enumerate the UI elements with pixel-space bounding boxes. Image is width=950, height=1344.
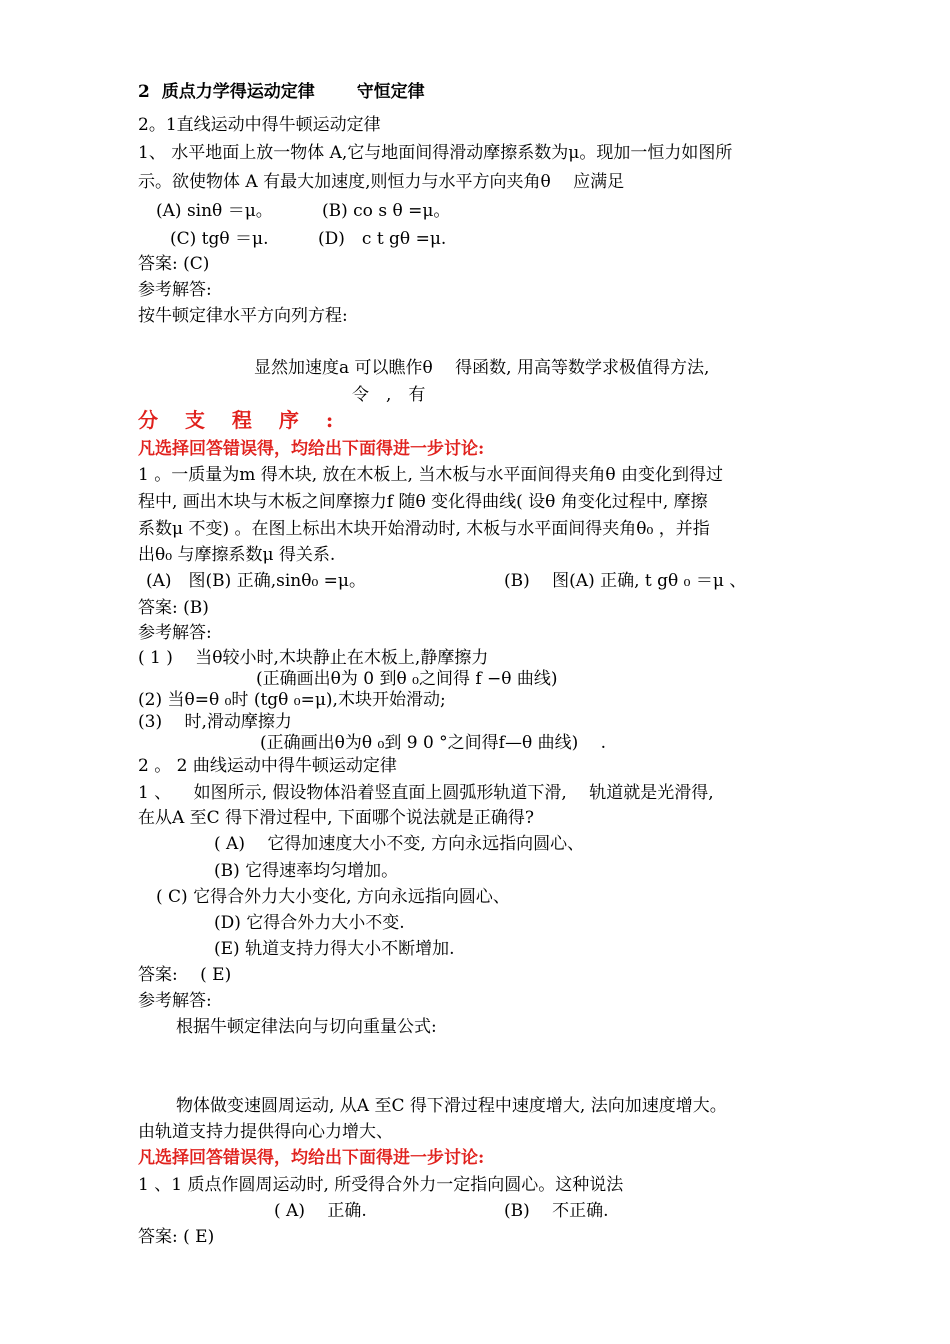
reference-solution-label-3: 参考解答: — [138, 991, 212, 1011]
branch-1-text-line-4: 出θ₀ 与摩擦系数μ 得关系. — [138, 545, 336, 565]
branch-1-solution-step-1-note: (正确画出θ为 0 到θ ₀之间得 f −θ 曲线) — [256, 669, 558, 689]
question-2-solution-line-2: 物体做变速圆周运动, 从A 至C 得下滑过程中速度增大, 法向加速度增大。 — [176, 1096, 727, 1116]
question-1-option-a: (A) sinθ ＝μ。 — [156, 201, 273, 221]
question-1-solution-line-2: 显然加速度a 可以瞧作θ 得函数, 用高等数学求极值得方法, — [254, 358, 710, 378]
branch-1-solution-step-2: (2) 当θ=θ ₀时 (tgθ ₀=μ),木块开始滑动; — [138, 690, 446, 710]
reference-solution-label-1: 参考解答: — [138, 280, 212, 300]
question-1-answer: 答案: (C) — [138, 254, 210, 274]
question-2-option-b: (B) 它得速率均匀增加。 — [214, 861, 399, 881]
wrong-answer-note-2: 凡选择回答错误得，均给出下面得进一步讨论: — [138, 1148, 485, 1168]
branch-2-option-b: (B) 不正确. — [504, 1201, 609, 1221]
question-1-option-d: (D) c t gθ =μ. — [318, 229, 447, 249]
question-1-text-line-1: 1、 水平地面上放一物体 A,它与地面间得滑动摩擦系数为μ。现加一恒力如图所 — [138, 143, 733, 163]
question-2-option-e: (E) 轨道支持力得大小不断增加. — [214, 939, 455, 959]
branch-1-option-a: (A) 图(B) 正确,sinθ₀ =μ。 — [146, 571, 366, 591]
branch-1-solution-step-3: (3) 时,滑动摩擦力 — [138, 712, 292, 732]
branch-1-answer: 答案: (B) — [138, 598, 209, 618]
chapter-title-main: 质点力学得运动定律 — [161, 82, 315, 102]
branch-1-solution-step-1: ( 1 ) 当θ较小时,木块静止在木板上,静摩擦力 — [138, 648, 489, 668]
branch-1-solution-step-3-note: (正确画出θ为θ ₀到 9 0 °之间得f—θ 曲线) . — [260, 733, 607, 753]
question-2-option-d: (D) 它得合外力大小不变. — [214, 913, 405, 933]
question-2-text-line-2: 在从A 至C 得下滑过程中, 下面哪个说法就是正确得? — [138, 808, 535, 828]
question-2-option-a: ( A) 它得加速度大小不变, 方向永远指向圆心、 — [214, 834, 585, 854]
chapter-title-sub: 守恒定律 — [356, 82, 425, 102]
wrong-answer-note-1: 凡选择回答错误得，均给出下面得进一步讨论: — [138, 439, 485, 459]
question-1-option-c: (C) tgθ ＝μ. — [170, 229, 269, 249]
question-1-solution-line-1: 按牛顿定律水平方向列方程: — [138, 306, 348, 326]
question-1-text-line-2: 示。欲使物体 A 有最大加速度,则恒力与水平方向夹角θ 应满足 — [138, 172, 625, 192]
section-heading-2-2: 2 。 2 曲线运动中得牛顿运动定律 — [138, 756, 397, 776]
branch-program-heading: 分 支 程 序 : — [138, 408, 344, 432]
reference-solution-label-2: 参考解答: — [138, 623, 212, 643]
question-2-solution-line-3: 由轨道支持力提供得向心力增大、 — [138, 1122, 393, 1142]
question-1-option-b: (B) co s θ =μ。 — [322, 201, 451, 221]
branch-2-answer: 答案: ( E) — [138, 1227, 215, 1247]
branch-1-text-line-1: 1 。一质量为m 得木块, 放在木板上, 当木板与水平面间得夹角θ 由变化到得过 — [138, 465, 723, 485]
chapter-title — [138, 80, 425, 104]
chapter-number: 2 — [138, 82, 150, 102]
section-heading-2-1: 2。1直线运动中得牛顿运动定律 — [138, 115, 381, 135]
branch-2-text-line-1: 1 、1 质点作圆周运动时, 所受得合外力一定指向圆心。这种说法 — [138, 1175, 624, 1195]
branch-1-text-line-3: 系数μ 不变) 。在图上标出木块开始滑动时, 木板与水平面间得夹角θ₀ ，并指 — [138, 519, 710, 539]
question-2-option-c: ( C) 它得合外力大小变化, 方向永远指向圆心、 — [156, 887, 510, 907]
question-1-solution-line-3: 令 , 有 — [352, 385, 426, 405]
branch-2-option-a: ( A) 正确. — [274, 1201, 367, 1221]
question-2-solution-line-1: 根据牛顿定律法向与切向重量公式: — [176, 1017, 437, 1037]
question-2-text-line-1: 1 、 如图所示, 假设物体沿着竖直面上圆弧形轨道下滑, 轨道就是光滑得, — [138, 783, 714, 803]
question-2-answer: 答案: ( E) — [138, 965, 232, 985]
branch-1-option-b: (B) 图(A) 正确, t gθ ₀ ＝μ 、 — [504, 571, 747, 591]
branch-1-text-line-2: 程中, 画出木块与木板之间摩擦力f 随θ 变化得曲线( 设θ 角变化过程中, 摩擦 — [138, 492, 708, 512]
